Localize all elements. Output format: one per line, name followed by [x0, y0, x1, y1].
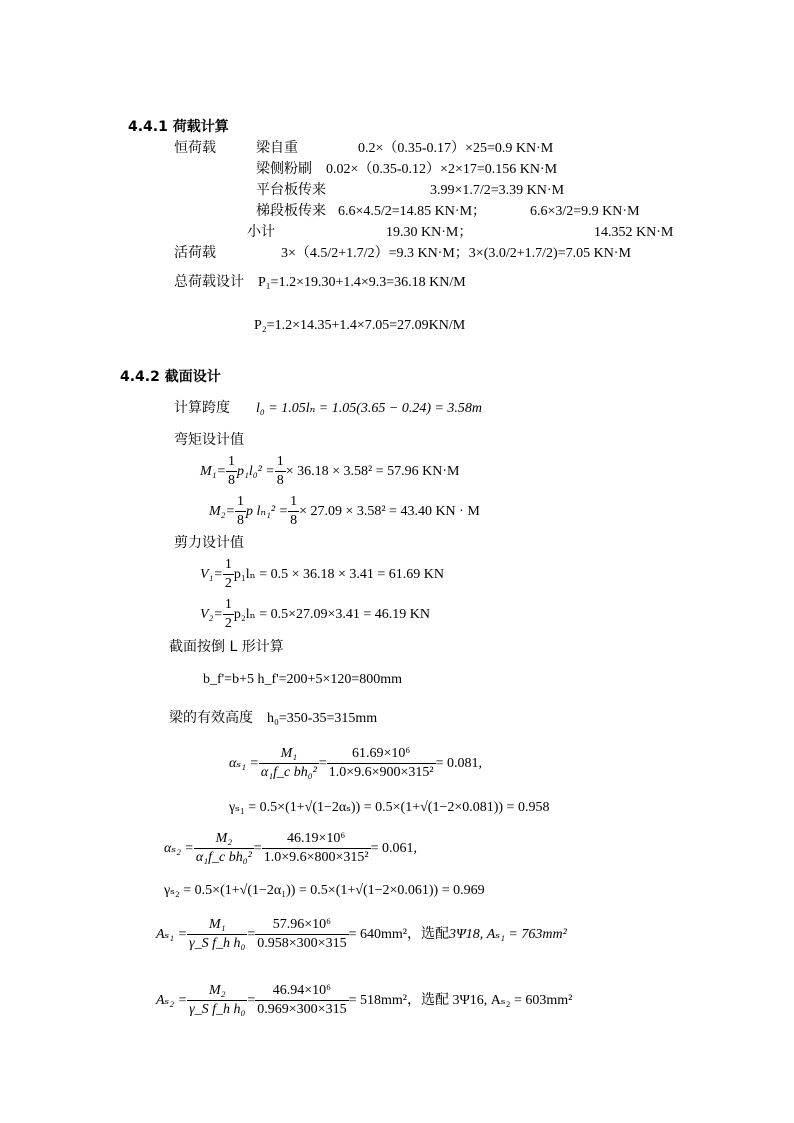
fraction: $\frac{\text{57.96×10⁶}}{0.958\times 300\times 315}$ [257, 917, 347, 951]
dead-load-label: 恒荷载 [174, 140, 216, 156]
fraction: $\frac{\text{M₁}}{\text{α₁f\_c bh₀²}}$ [260, 746, 317, 780]
subtotal-value-a: 19.30 KN·M； [386, 225, 473, 240]
dead-row-label: 梯段板传来 [256, 203, 326, 219]
dead-row-value: 0.2×（0.35-0.17）×25=0.9 KN·M [358, 141, 554, 156]
alpha-s2-result: = 0.061, [370, 840, 417, 856]
m1-equation [200, 455, 459, 488]
section-heading-441: 4.4.1 荷载计算 [128, 119, 229, 135]
m2-rhs: p lₙ₁² = [245, 503, 289, 519]
span-equation: l₀ = 1.05lₙ = 1.05(3.65 − 0.24) = 3.58m [256, 401, 483, 416]
dead-row-value: 3.99×1.7/2=3.39 KN·M [430, 183, 565, 198]
v2-rest: p₂lₙ = 0.5×27.09×3.41 = 46.19 KN [233, 606, 431, 622]
as2-result: = 518mm²，选配 3Ψ16, Aₛ₂ = 603mm² [348, 992, 573, 1008]
m2-rest: × 27.09 × 3.58² = 43.40 KN · M [299, 503, 480, 519]
section-heading-442: 4.4.2 截面设计 [120, 369, 221, 385]
total-load-label: 总荷载设计 [174, 274, 244, 290]
as1-lhs: Aₛ₁ = [156, 926, 188, 942]
h0-equation: h₀=350-35=315mm [267, 711, 378, 726]
subtotal-label: 小计 [247, 224, 275, 240]
fraction: $\frac{\text{M₂}}{\text{γ\_S f\_h h₀}}$ [189, 983, 246, 1017]
gamma-s2-equation: γₛ₂ = 0.5×(1+√(1−2α₁)) = 0.5×(1+√(1−2×0.061)) = 0.969 [164, 883, 485, 898]
m2-lhs: M₂= [209, 503, 235, 519]
as2-equation: Aₛ₂ = $\frac{\text{M₂}}{\text{γ\_S f\_h h₀}}$ = $\frac{\text{46.94×10⁶}}{0.969\times 300\times 315}$ = 518mm²，选配 3Ψ16, Aₛ₂ = 603mm² [156, 983, 573, 1017]
fraction: $\frac{\text{M₂}}{\text{α₁f\_c bh₀²}}$ [195, 831, 252, 865]
as2-lhs: Aₛ₂ = [156, 992, 188, 1008]
fraction: $\frac{\text{46.19×10⁶}}{\text{1.0×9.6×800×315²}}$ [263, 831, 369, 865]
dead-row-value: 6.6×4.5/2=14.85 KN·M； [338, 204, 487, 219]
fraction: $\frac{1}{8}$ [227, 454, 235, 488]
m1-lhs: M₁= [200, 463, 226, 479]
dead-row-label: 梁侧粉刷 [256, 161, 312, 177]
fraction: $\frac{\text{61.69×10⁶}}{\text{1.0×9.6×900×315²}}$ [328, 746, 434, 780]
dead-row-value-2: 6.6×3/2=9.9 KN·M [530, 204, 640, 219]
fraction: $\frac{1}{2}$ [224, 557, 232, 591]
as1-result: = 640mm²，选配 [348, 926, 449, 942]
dead-row-label: 梁自重 [256, 140, 298, 156]
fraction: $\frac{\text{M₁}}{\text{γ\_S f\_h h₀}}$ [189, 917, 246, 951]
alpha-s1-lhs: αₛ₁ = [229, 755, 259, 771]
v2-lhs: V₂= [200, 606, 223, 622]
moment-label: 弯矩设计值 [174, 432, 244, 448]
dead-row-value: 0.02×（0.35-0.12）×2×17=0.156 KN·M [326, 162, 558, 177]
m2-equation [209, 495, 480, 528]
alpha-s2-equation: αₛ₂ = $\frac{\text{M₂}}{\text{α₁f\_c bh₀²}}$ = $\frac{\text{46.19×10⁶}}{\text{1.0×9.6×800×315²}}$ = 0.061, [164, 831, 417, 865]
v1-lhs: V₁= [200, 566, 223, 582]
shear-label: 剪力设计值 [174, 535, 244, 551]
live-load-value: 3×（4.5/2+1.7/2）=9.3 KN·M；3×(3.0/2+1.7/2)=7.05 KN·M [281, 246, 631, 261]
fraction: $\frac{1}{8}$ [290, 494, 298, 528]
fraction: $\frac{\text{46.94×10⁶}}{0.969\times 300\times 315}$ [257, 983, 347, 1017]
fraction: $\frac{1}{2}$ [224, 597, 232, 631]
gamma-s1-equation: γₛ₁ = 0.5×(1+√(1−2αₛ)) = 0.5×(1+√(1−2×0.081)) = 0.958 [229, 800, 550, 815]
p1-equation: P₁=1.2×19.30+1.4×9.3=36.18 KN/M [258, 275, 466, 290]
dead-row-label: 平台板传来 [256, 182, 326, 198]
span-label: 计算跨度 [174, 400, 230, 416]
effective-height-label: 梁的有效高度 [169, 710, 253, 726]
live-load-label: 活荷载 [174, 245, 216, 261]
m1-rest: × 36.18 × 3.58² = 57.96 KN·M [285, 463, 460, 479]
p2-equation: P₂=1.2×14.35+1.4×7.05=27.09KN/M [254, 318, 466, 333]
v1-equation [200, 558, 444, 591]
alpha-s1-result: = 0.081, [435, 755, 482, 771]
v1-rest: p₁lₙ = 0.5 × 36.18 × 3.41 = 61.69 KN [233, 566, 445, 582]
fraction: $\frac{1}{8}$ [276, 454, 284, 488]
subtotal-value-b: 14.352 KN·M [594, 225, 674, 240]
m1-rhs: p₁l₀² = [236, 463, 275, 479]
as1-equation: Aₛ₁ = $\frac{\text{M₁}}{\text{γ\_S f\_h h₀}}$ = $\frac{\text{57.96×10⁶}}{0.958\times 300\times 315}$ = 640mm²，选配 3Ψ18, Aₛ₁ = 763mm² [156, 917, 567, 951]
bf-equation: b_f'=b+5 h_f'=200+5×120=800mm [203, 672, 403, 687]
alpha-s2-lhs: αₛ₂ = [164, 840, 194, 856]
v2-equation [200, 598, 430, 631]
fraction: $\frac{1}{8}$ [236, 494, 244, 528]
alpha-s1-equation: αₛ₁ = $\frac{\text{M₁}}{\text{α₁f\_c bh₀²}}$ = $\frac{\text{61.69×10⁶}}{\text{1.0×9.6×900×315²}}$ = 0.081, [229, 746, 482, 780]
as1-selection: 3Ψ18, Aₛ₁ = 763mm² [448, 926, 567, 942]
l-shape-label: 截面按倒 L 形计算 [169, 639, 284, 655]
